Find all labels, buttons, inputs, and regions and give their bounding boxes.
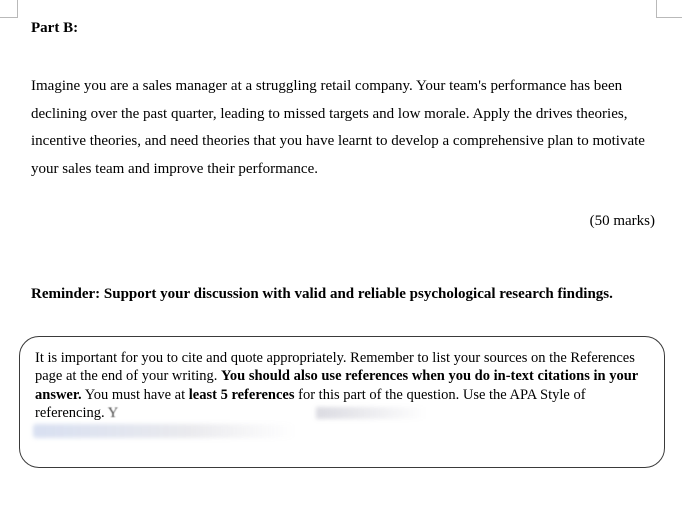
question-text: Imagine you are a sales manager at a struggling retail company. Your team's performance has been declining over the past quarter, leading to missed targets and low morale. Apply the drives theories, incentive theories, and need theories that you have learnt to develop a comprehensive plan to motivate your sales team and improve their performance. xyxy=(31,78,645,177)
page-corner-mark-right xyxy=(656,0,682,18)
notice-references-count: least 5 references xyxy=(188,386,295,403)
blurred-text-line xyxy=(33,424,295,438)
notice-sentence-3-prefix: You must have at xyxy=(81,386,189,403)
marks-label: (50 marks) xyxy=(589,213,655,229)
notice-sentence-3-suffix: for this part of the question. Use the APA Style of referencing. xyxy=(35,386,586,422)
notice-sentence-2: You should also use references when you do in-text citations in your answer. xyxy=(35,368,638,403)
blurred-text-fragment xyxy=(316,407,426,419)
reminder-text: Reminder: Support your discussion with valid and reliable psychological research findings. xyxy=(31,286,613,302)
notice-blurred-tail: Y xyxy=(107,405,119,422)
notice-sentence-1: It is important for you to cite and quote appropriately. Remember to list your sources on the References page at the end of your writing. xyxy=(35,350,635,385)
page-corner-mark-left xyxy=(0,0,18,18)
part-heading: Part B: xyxy=(31,20,79,36)
